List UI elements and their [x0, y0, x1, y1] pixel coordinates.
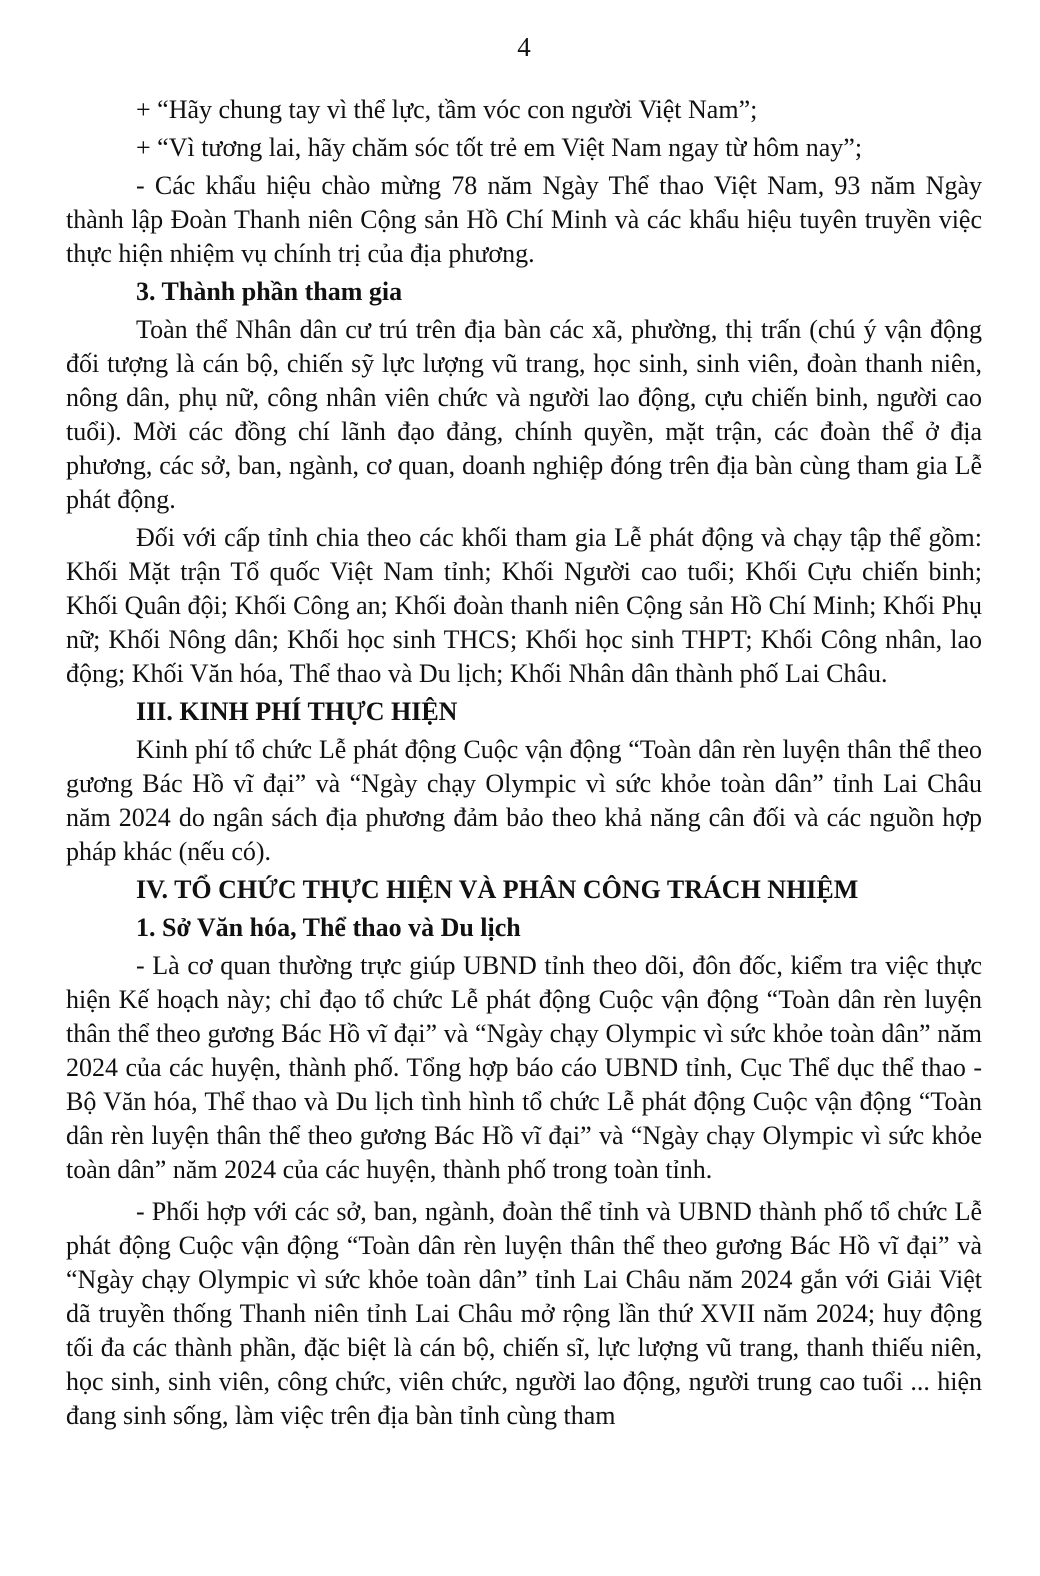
slogan-paragraph-2: + “Vì tương lai, hãy chăm sóc tốt trẻ em Việt Nam ngay từ hôm nay”;: [136, 133, 863, 162]
slogan-paragraph-3: - Các khẩu hiệu chào mừng 78 năm Ngày Thể thao Việt Nam, 93 năm Ngày thành lập Đoàn Thanh niên Cộng sản Hồ Chí Minh và các khẩu hiệu tuyên truyền việc thực hiện nhiệm vụ chính trị của địa phương.: [66, 171, 982, 268]
dept-task-paragraph-2: - Phối hợp với các sở, ban, ngành, đoàn thể tỉnh và UBND thành phố tổ chức Lễ phát động Cuộc vận động “Toàn dân rèn luyện thân thể theo gương Bác Hồ vĩ đại” và “Ngày chạy Olympic vì sức khỏe toàn dân” tỉnh Lai Châu năm 2024 gắn với Giải Việt dã truyền thống Thanh niên tỉnh Lai Châu mở rộng lần thứ XVII năm 2024; huy động tối đa các thành phần, đặc biệt là cán bộ, chiến sĩ, lực lượng vũ trang, thanh thiếu niên, học sinh, sinh viên, công chức, viên chức, người lao động, người trung cao tuổi ... hiện đang sinh sống, làm việc trên địa bàn tỉnh cùng tham: [66, 1197, 982, 1430]
participants-paragraph-2: Đối với cấp tỉnh chia theo các khối tham gia Lễ phát động và chạy tập thể gồm: Khối Mặt trận Tổ quốc Việt Nam tỉnh; Khối Người cao tuổi; Khối Cựu chiến binh; Khối Quân đội; Khối Công an; Khối đoàn thanh niên Cộng sản Hồ Chí Minh; Khối Phụ nữ; Khối Nông dân; Khối học sinh THCS; Khối học sinh THPT; Khối Công nhân, lao động; Khối Văn hóa, Thể thao và Du lịch; Khối Nhân dân thành phố Lai Châu.: [66, 523, 982, 688]
participants-paragraph-1: Toàn thể Nhân dân cư trú trên địa bàn các xã, phường, thị trấn (chú ý vận động đối tượng là cán bộ, chiến sỹ lực lượng vũ trang, học sinh, sinh viên, đoàn thanh niên, nông dân, phụ nữ, công nhân viên chức và người lao động, cựu chiến binh, người cao tuổi). Mời các đồng chí lãnh đạo đảng, chính quyền, mặt trận, các đoàn thể ở địa phương, các sở, ban, ngành, cơ quan, doanh nghiệp đóng trên địa bàn cùng tham gia Lễ phát động.: [66, 315, 982, 514]
slogan-paragraph-1: + “Hãy chung tay vì thể lực, tầm vóc con người Việt Nam”;: [136, 95, 758, 124]
document-page: [66, 0, 982, 1576]
document-body: [66, 93, 982, 1433]
heading-organization: IV. TỔ CHỨC THỰC HIỆN VÀ PHÂN CÔNG TRÁCH NHIỆM: [136, 875, 859, 904]
funding-paragraph: Kinh phí tổ chức Lễ phát động Cuộc vận động “Toàn dân rèn luyện thân thể theo gương Bác Hồ vĩ đại” và “Ngày chạy Olympic vì sức khỏe toàn dân” tỉnh Lai Châu năm 2024 do ngân sách địa phương đảm bảo theo khả năng cân đối và các nguồn hợp pháp khác (nếu có).: [66, 735, 982, 866]
heading-funding: III. KINH PHÍ THỰC HIỆN: [136, 697, 458, 726]
heading-dept-culture: 1. Sở Văn hóa, Thể thao và Du lịch: [136, 913, 521, 942]
dept-task-paragraph-1: - Là cơ quan thường trực giúp UBND tỉnh theo dõi, đôn đốc, kiểm tra việc thực hiện Kế hoạch này; chỉ đạo tổ chức Lễ phát động Cuộc vận động “Toàn dân rèn luyện thân thể theo gương Bác Hồ vĩ đại” và “Ngày chạy Olympic vì sức khỏe toàn dân” năm 2024 của các huyện, thành phố. Tổng hợp báo cáo UBND tỉnh, Cục Thể dục thể thao - Bộ Văn hóa, Thể thao và Du lịch tình hình tổ chức Lễ phát động Cuộc vận động “Toàn dân rèn luyện thân thể theo gương Bác Hồ vĩ đại” và “Ngày chạy Olympic vì sức khỏe toàn dân” năm 2024 của các huyện, thành phố trong toàn tỉnh.: [66, 951, 982, 1184]
heading-participants: 3. Thành phần tham gia: [136, 277, 403, 306]
page-number: 4: [517, 32, 531, 62]
